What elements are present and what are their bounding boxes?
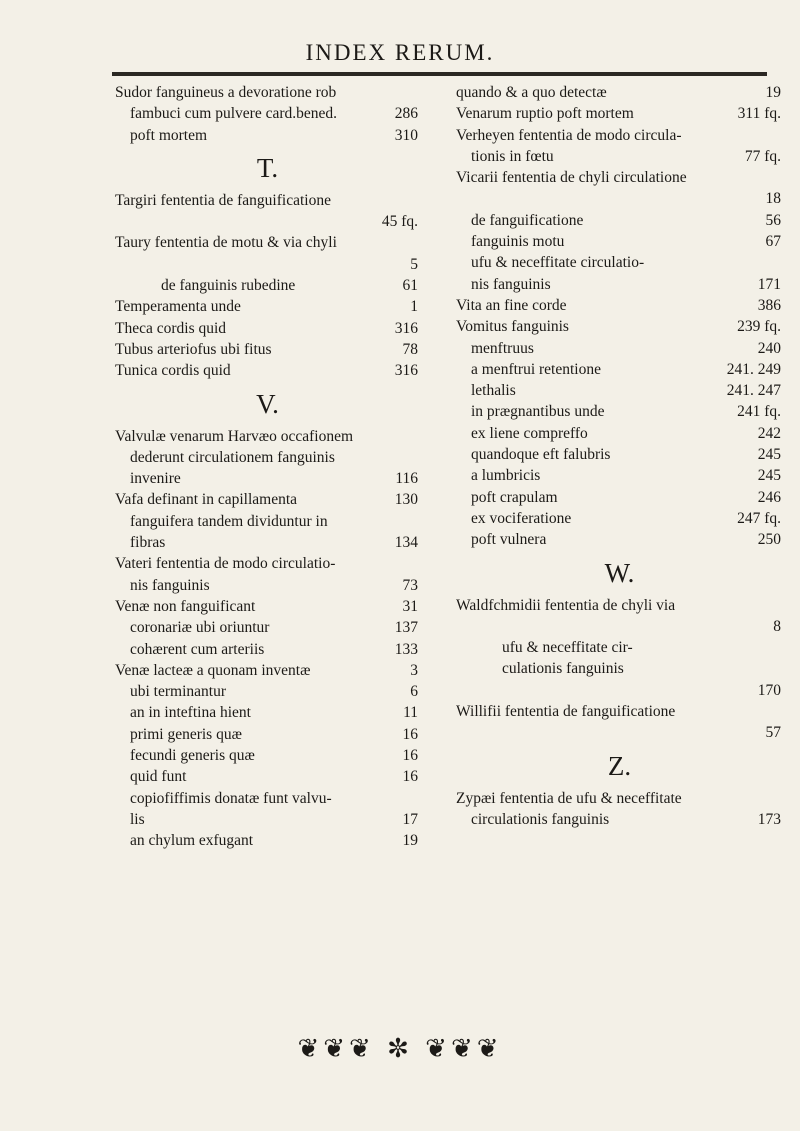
index-entry xyxy=(456,637,783,658)
index-entry-text: fecundi generis quæ xyxy=(130,747,255,765)
page-number: 6 xyxy=(410,683,418,701)
index-entry-text: Vita an fine corde xyxy=(456,296,567,314)
page-number: 1 xyxy=(410,298,418,316)
page-number: 316 xyxy=(394,362,418,380)
index-entry-text: circulationis fanguinis xyxy=(471,810,610,828)
index-entry-text: fanguinis motu xyxy=(471,233,565,251)
page-number: 247 fq. xyxy=(737,509,781,527)
index-entry xyxy=(456,595,783,616)
index-page-ref-line xyxy=(115,211,420,232)
index-entry xyxy=(115,232,420,253)
index-entry xyxy=(115,103,420,124)
page-number: 134 xyxy=(394,534,418,552)
index-entry-text: in prægnantibus unde xyxy=(471,403,605,421)
page-number: 137 xyxy=(394,619,418,637)
page-number: 19 xyxy=(402,832,418,850)
index-entry-text: quandoque eft falubris xyxy=(471,446,611,464)
page-number: 171 xyxy=(757,275,781,293)
index-entry xyxy=(456,82,783,103)
index-entry-text: de fanguinis rubedine xyxy=(161,277,296,295)
index-entry xyxy=(456,316,783,337)
index-entry-text: poft crapulam xyxy=(471,488,558,506)
index-entry xyxy=(456,508,783,529)
index-entry xyxy=(115,617,420,638)
page-number: 11 xyxy=(403,704,418,722)
index-entry-text: ufu & neceffitate circulatio- xyxy=(471,254,645,272)
page-number: 67 xyxy=(765,233,781,251)
page-number: 61 xyxy=(402,277,418,295)
index-entry xyxy=(456,146,783,167)
index-entry xyxy=(456,487,783,508)
index-entry-text: dederunt circulationem fanguinis xyxy=(130,448,335,466)
index-entry-text: primi generis quæ xyxy=(130,725,242,743)
page-number: 16 xyxy=(402,747,418,765)
section-letter: Z. xyxy=(607,750,632,781)
page-number: 240 xyxy=(757,339,781,357)
index-entry xyxy=(115,275,420,296)
index-entry xyxy=(456,444,783,465)
page-number: 239 fq. xyxy=(737,318,781,336)
page-number: 286 xyxy=(394,105,418,123)
index-entry-text: ufu & neceffitate cir- xyxy=(502,639,633,657)
index-entry-text: ex vociferatione xyxy=(471,509,572,527)
index-entry-text: Venarum ruptio poft mortem xyxy=(456,105,634,123)
page-number: 16 xyxy=(402,768,418,786)
index-entry-text: Temperamenta unde xyxy=(115,298,241,316)
index-page-ref-line xyxy=(115,254,420,275)
page-header: INDEX RERUM. xyxy=(305,40,495,65)
section-letter: W. xyxy=(604,557,635,588)
page-number: 311 fq. xyxy=(737,105,781,123)
page-number: 19 xyxy=(765,84,781,101)
page-number: 241. 249 xyxy=(726,360,781,378)
index-entry xyxy=(115,339,420,360)
index-entry-text: Targiri fententia de fanguificatione xyxy=(115,191,331,209)
index-entry xyxy=(115,360,420,381)
index-entry-text: nis fanguinis xyxy=(471,275,551,293)
index-entry-text: an in inteftina hient xyxy=(130,704,251,722)
index-entry xyxy=(456,103,783,124)
index-entry-text: de fanguificatione xyxy=(471,211,584,229)
index-entry xyxy=(115,681,420,702)
index-entry-text: fanguifera tandem dividuntur in xyxy=(130,512,328,530)
index-entry xyxy=(115,596,420,617)
page-number: 17 xyxy=(402,810,418,828)
page-number: 3 xyxy=(410,661,418,679)
index-entry xyxy=(115,639,420,660)
index-entry-text: Vateri fententia de modo circulatio- xyxy=(115,555,336,573)
index-entry-text: culationis fanguinis xyxy=(502,660,624,678)
page-number: 57 xyxy=(765,724,781,742)
page-number: 310 xyxy=(394,126,418,144)
index-entry xyxy=(456,809,783,830)
page-number: 77 fq. xyxy=(744,147,781,165)
page-number: 18 xyxy=(765,190,781,208)
index-entry-text: lethalis xyxy=(471,382,516,400)
index-entry xyxy=(456,210,783,231)
index-entry-text: Willifii fententia de fanguificatione xyxy=(456,703,676,721)
index-entry xyxy=(115,809,420,830)
page-number: 245 xyxy=(757,446,781,464)
index-entry-text: Tubus arteriofus ubi fitus xyxy=(115,340,272,358)
page-number: 241 fq. xyxy=(737,403,781,421)
index-entry-text: lis xyxy=(130,810,145,828)
index-entry-text: poft mortem xyxy=(130,126,208,144)
index-entry xyxy=(456,295,783,316)
index-column-left xyxy=(115,82,420,852)
index-entry xyxy=(115,745,420,766)
section-letter: T. xyxy=(256,152,279,183)
index-entry-text: fibras xyxy=(130,534,166,552)
index-entry-text: nis fanguinis xyxy=(130,576,210,594)
index-entry-text: quando & a quo detectæ xyxy=(456,84,607,101)
header-rule xyxy=(112,72,767,76)
page-number: 316 xyxy=(394,319,418,337)
index-entry xyxy=(115,125,420,146)
page-number: 116 xyxy=(395,470,418,488)
index-entry-text: Sudor fanguineus a devoratione rob xyxy=(115,84,337,101)
index-entry-text: Valvulæ venarum Harvæo occafionem xyxy=(115,427,354,445)
index-entry-text: Zypæi fententia de ufu & neceffitate xyxy=(456,789,682,807)
index-entry xyxy=(115,553,420,574)
page-number: 386 xyxy=(757,296,781,314)
page-number: 242 xyxy=(757,424,781,442)
index-entry xyxy=(456,658,783,679)
index-entry xyxy=(115,766,420,787)
page-number: 78 xyxy=(402,340,418,358)
index-entry xyxy=(115,788,420,809)
index-entry-text: a menftrui retentione xyxy=(471,360,601,378)
index-entry-text: poft vulnera xyxy=(471,531,547,549)
page-number: 130 xyxy=(394,491,418,509)
index-entry-text: an chylum exfugant xyxy=(130,832,254,850)
index-entry xyxy=(456,529,783,550)
index-entry-text: copiofiffimis donatæ funt valvu- xyxy=(130,789,332,807)
index-page-ref-line xyxy=(456,188,783,209)
index-entry xyxy=(115,82,420,103)
page-number: 16 xyxy=(402,725,418,743)
index-entry-text: tionis in fœtu xyxy=(471,147,554,165)
index-column-right xyxy=(456,82,783,830)
index-entry-text: Vomitus fanguinis xyxy=(456,318,569,336)
index-entry-text: Vafa definant in capillamenta xyxy=(115,491,298,509)
index-entry xyxy=(456,274,783,295)
index-entry xyxy=(456,167,783,188)
index-entry-text: Theca cordis quid xyxy=(115,319,227,337)
index-entry-text: Waldfchmidii fententia de chyli via xyxy=(456,596,676,614)
index-entry-text: fambuci cum pulvere card.bened. xyxy=(130,105,338,123)
index-entry-text: Venæ lacteæ a quonam inventæ xyxy=(115,661,311,679)
index-entry xyxy=(115,318,420,339)
page-number: 8 xyxy=(773,617,781,635)
index-page-ref-line xyxy=(456,680,783,701)
index-entry xyxy=(115,511,420,532)
index-entry xyxy=(456,465,783,486)
page-number: 173 xyxy=(757,810,781,828)
page-number: 56 xyxy=(765,211,781,229)
page-number: 246 xyxy=(757,488,781,506)
index-entry-text: menftruus xyxy=(471,339,534,357)
index-entry-text: Venæ non fanguificant xyxy=(115,597,256,615)
index-page-ref-line xyxy=(456,616,783,637)
index-entry xyxy=(456,788,783,809)
index-entry xyxy=(115,660,420,681)
index-entry-text: ubi terminantur xyxy=(130,683,226,701)
index-entry xyxy=(115,830,420,851)
index-entry xyxy=(456,125,783,146)
page-number: 250 xyxy=(757,531,781,549)
index-entry xyxy=(456,701,783,722)
index-entry-text: a lumbricis xyxy=(471,467,541,485)
page-number: 5 xyxy=(410,255,418,273)
index-entry xyxy=(115,532,420,553)
index-entry-text: Vicarii fententia de chyli circulatione xyxy=(456,169,687,187)
section-letter: V. xyxy=(256,388,279,419)
index-entry xyxy=(115,468,420,489)
index-entry xyxy=(456,252,783,273)
index-entry-text: ex liene compreffo xyxy=(471,424,588,442)
index-entry-text: quid funt xyxy=(130,768,187,786)
index-entry-text: Verheyen fententia de modo circula- xyxy=(456,126,682,144)
page-number: 133 xyxy=(394,640,418,658)
index-entry xyxy=(115,296,420,317)
index-entry xyxy=(456,380,783,401)
page-number: 170 xyxy=(757,681,781,699)
index-entry xyxy=(115,426,420,447)
index-entry xyxy=(115,724,420,745)
page-number: 241. 247 xyxy=(726,382,781,400)
index-entry-text: Taury fententia de motu & via chyli xyxy=(115,234,337,252)
printer-ornament: ❦❦❦ ✼ ❦❦❦ xyxy=(297,1034,503,1064)
index-entry-text: Tunica cordis quid xyxy=(115,362,231,380)
index-entry xyxy=(456,338,783,359)
index-entry-text: coronariæ ubi oriuntur xyxy=(130,619,270,637)
index-entry xyxy=(115,190,420,211)
page-number: 245 xyxy=(757,467,781,485)
page-number: 73 xyxy=(402,576,418,594)
index-entry xyxy=(115,575,420,596)
page-number: 31 xyxy=(402,597,418,615)
index-entry xyxy=(115,702,420,723)
index-entry xyxy=(115,489,420,510)
index-entry xyxy=(456,423,783,444)
page-number: 45 fq. xyxy=(381,213,418,231)
index-entry xyxy=(115,447,420,468)
index-entry xyxy=(456,231,783,252)
index-entry xyxy=(456,359,783,380)
index-entry-text: invenire xyxy=(130,470,181,488)
index-entry xyxy=(456,401,783,422)
index-page-ref-line xyxy=(456,722,783,743)
index-entry-text: cohærent cum arteriis xyxy=(130,640,265,658)
